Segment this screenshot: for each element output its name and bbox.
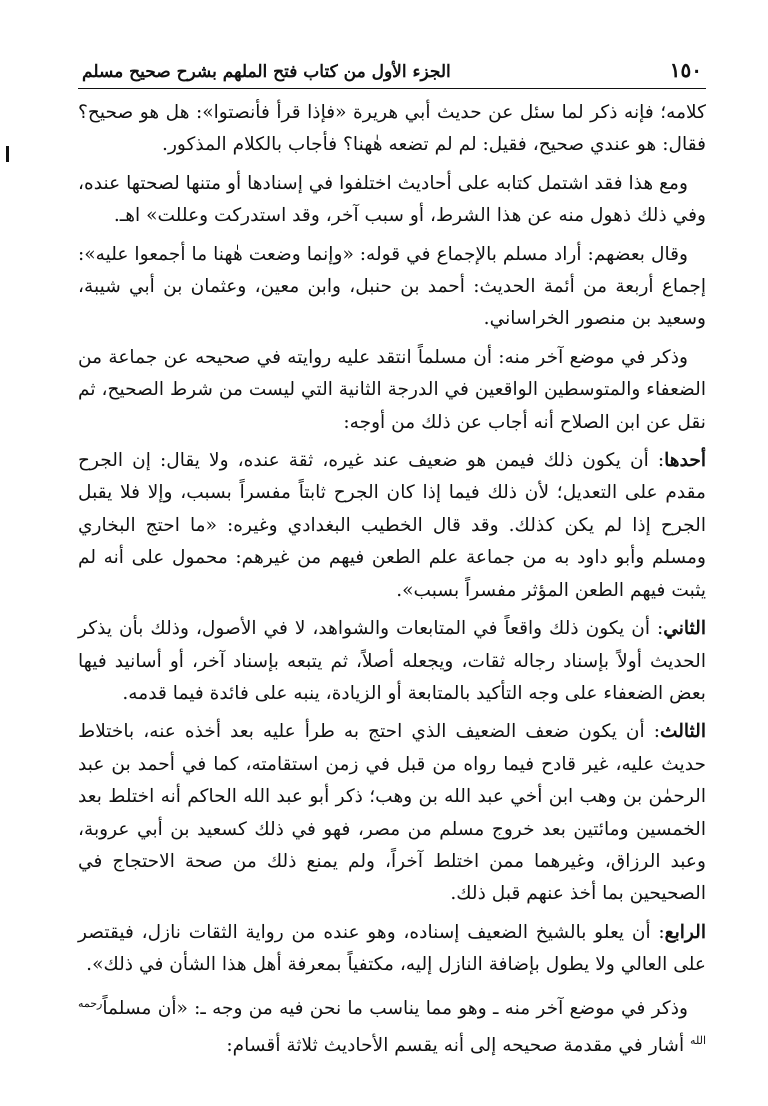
- page-number: ١٥٠: [669, 58, 702, 82]
- paragraph: [78, 239, 706, 336]
- paragraph: [78, 917, 706, 982]
- paragraph-text: : أن يكون ذلك واقعاً في المتابعات والشواهد، لا في الأصول، وذلك بأن يذكر الحديث أولاً بإسناد رجاله ثقات، ويجعله أصلاً، ثم يتبعه بإسناد آخر، أو أسانيد فيها بعض الضعفاء على وجه التأكيد بالمتابعة أو الزيادة، ينبه على فائدة فيما قدمه.: [78, 618, 706, 704]
- running-title: الجزء الأول من كتاب فتح الملهم بشرح صحيح مسلم: [82, 62, 451, 82]
- paragraph-text: وقال بعضهم: أراد مسلم بالإجماع في قوله: «وإنما وضعت هٰهنا ما أجمعوا عليه»: إجماع أربعة من أئمة الحديث: أحمد بن حنبل، وابن معين، وعثمان بن أبي شيبة، وسعيد بن منصور الخراساني.: [78, 243, 706, 330]
- page-header: [78, 58, 706, 89]
- paragraph: [78, 988, 706, 1063]
- paragraph: [78, 445, 706, 607]
- honorific-mark: رحمه الله: [78, 996, 706, 1048]
- paragraph-text: : أن يكون ضعف الضعيف الذي احتج به طرأ عليه بعد أخذه عنه، باختلاط حديث عليه، غير قادح فيما رواه من قبل في زمن استقامته، كما في أحمد بن عبد الرحمٰن بن وهب ابن أخي عبد الله بن وهب؛ ذكر أبو عبد الله الحاكم أنه اختلط بعد الخمسين ومائتين بعد خروج مسلم من مصر، فهو في ذلك كسعيد بن أبي عروبة، وعبد الرزاق، وغيرهما ممن اختلط آخراً، ولم يمنع ذلك من صحة الاحتجاج في الصحيحين بما أخذ عنهم قبل ذلك.: [78, 721, 706, 905]
- point-label: الثاني: [663, 618, 706, 640]
- paragraph-text-continued: أشار في مقدمة صحيحه إلى أنه يقسم الأحاديث ثلاثة أقسام:: [226, 1035, 691, 1057]
- paragraph: [78, 342, 706, 439]
- point-label: الثالث: [659, 721, 706, 743]
- paragraph-text: : أن يكون ذلك فيمن هو ضعيف عند غيره، ثقة عنده، ولا يقال: إن الجرح مقدم على التعديل؛ لأن ذلك فيما إذا كان الجرح ثابتاً مفسراً بسبب، وإلا فلا يقبل الجرح إذا لم يكن كذلك. وقد قال الخطيب البغدادي وغيره: «ما احتج البخاري ومسلم وأبو داود به من جماعة علم الطعن فيهم من غيرهم: محمول على أنه لم يثبت فيهم الطعن المؤثر مفسراً بسبب».: [78, 450, 706, 601]
- paragraph-text: ومع هذا فقد اشتمل كتابه على أحاديث اختلفوا في إسنادها أو متنها لصحتها عنده، وفي ذلك ذهول منه عن هذا الشرط، أو سبب آخر، وقد استدركت وعللت» اهـ.: [78, 172, 706, 227]
- paragraph-text: وذكر في موضع آخر منه: أن مسلماً انتقد عليه روايته في صحيحه عن جماعة من الضعفاء والمتوسطين الواقعين في الدرجة الثانية التي ليست من شرط الصحيح، ثم نقل عن ابن الصلاح أنه أجاب عن ذلك من أوجه:: [78, 346, 706, 433]
- margin-mark: [6, 146, 9, 162]
- page-body: [78, 97, 706, 1063]
- paragraph: [78, 613, 706, 710]
- paragraph-text: كلامه؛ فإنه ذكر لما سئل عن حديث أبي هريرة «فإذا قرأ فأنصتوا»: هل هو صحيح؟ فقال: هو عندي صحيح، فقيل: لم لم تضعه هٰهنا؟ فأجاب بالكلام المذكور.: [78, 102, 706, 156]
- paragraph: [78, 168, 706, 233]
- point-label: أحدها: [664, 450, 706, 472]
- paragraph: [78, 716, 706, 910]
- paragraph: [78, 97, 706, 162]
- point-label: الرابع: [664, 921, 706, 943]
- paragraph-text: : أن يعلو بالشيخ الضعيف إسناده، وهو عنده من رواية الثقات نازل، فيقتصر على العالي ولا يطول بإضافة النازل إليه، مكتفياً بمعرفة أهل هذا الشأن في ذلك».: [78, 921, 706, 976]
- paragraph-text: وذكر في موضع آخر منه ـ وهو مما يناسب ما نحن فيه من وجه ـ: «أن مسلماً: [102, 997, 688, 1019]
